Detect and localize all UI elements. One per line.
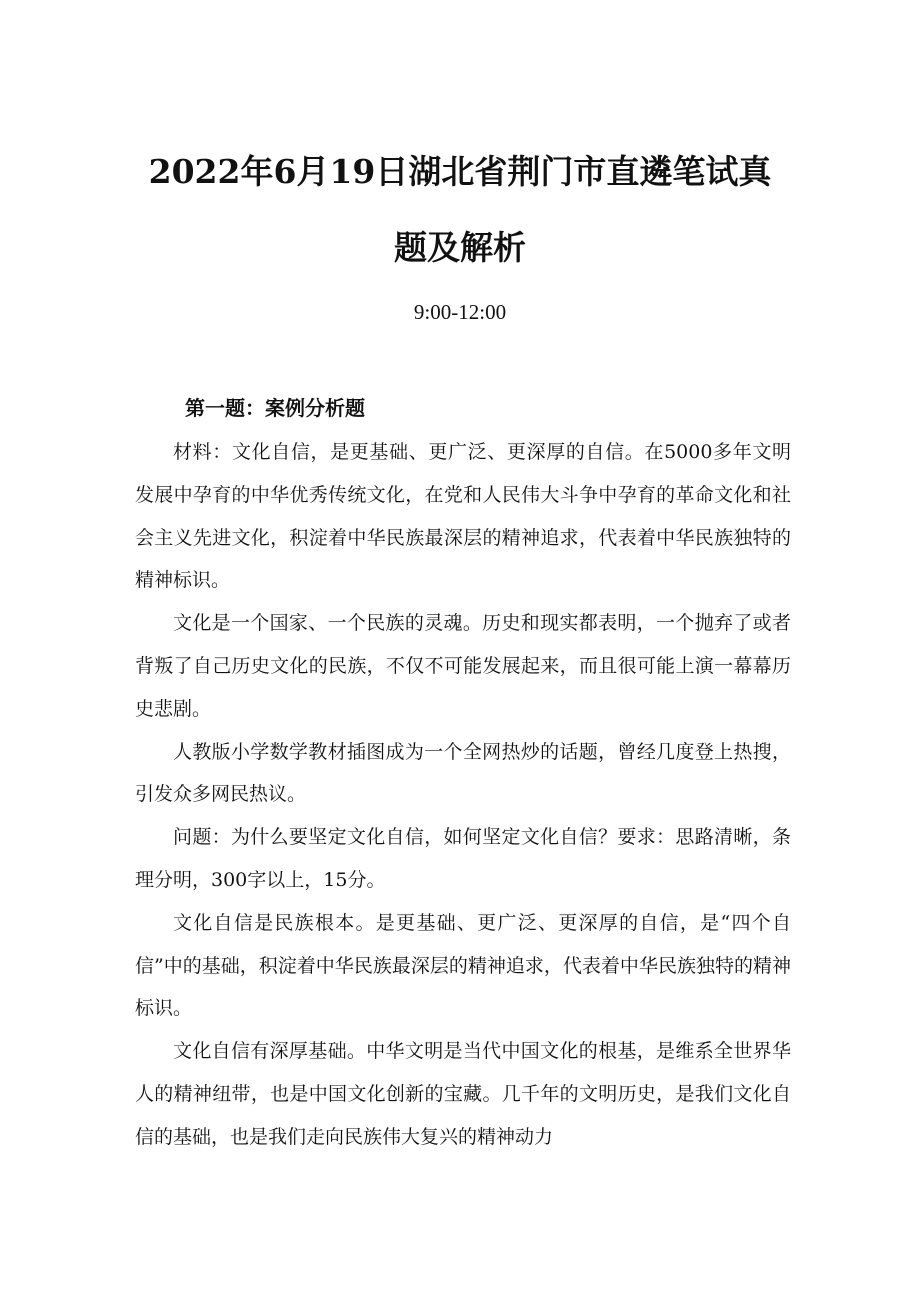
document-title-line-1: 2022年6月19日湖北省荆门市直遴笔试真 [148,152,772,191]
paragraph-textbook: 人教版小学数学教材插图成为一个全网热炒的话题，曾经几度登上热搜，引发众多网民热议。 [135,740,791,806]
paragraph-answer-2: 文化自信有深厚基础。中华文明是当代中国文化的根基，是维系全世界华人的精神纽带，也是中国文化创新的宝藏。几千年的文明历史，是我们文化自信的基础，也是我们走向民族伟大复兴的精神动力 [135,1040,791,1148]
section-heading: 第一题：案例分析题 [185,396,365,420]
exam-time: 9:00-12:00 [413,300,507,324]
paragraph-question: 问题：为什么要坚定文化自信，如何坚定文化自信？要求：思路清晰，条理分明，300字以上，15分。 [135,826,791,891]
document-body [135,431,791,1159]
paragraph-material: 材料：文化自信，是更基础、更广泛、更深厚的自信。在5000多年文明发展中孕育的中华优秀传统文化，在党和人民伟大斗争中孕育的革命文化和社会主义先进文化，积淀着中华民族最深层的精神追求，代表着中华民族独特的精神标识。 [135,441,791,592]
document-title-line-2: 题及解析 [394,228,526,267]
paragraph-culture-soul: 文化是一个国家、一个民族的灵魂。历史和现实都表明，一个抛弃了或者背叛了自己历史文化的民族，不仅不可能发展起来，而且很可能上演一幕幕历史悲剧。 [135,612,791,720]
paragraph-answer-1: 文化自信是民族根本。是更基础、更广泛、更深厚的自信，是“四个自信”中的基础，积淀着中华民族最深层的精神追求，代表着中华民族独特的精神标识。 [135,911,791,1020]
